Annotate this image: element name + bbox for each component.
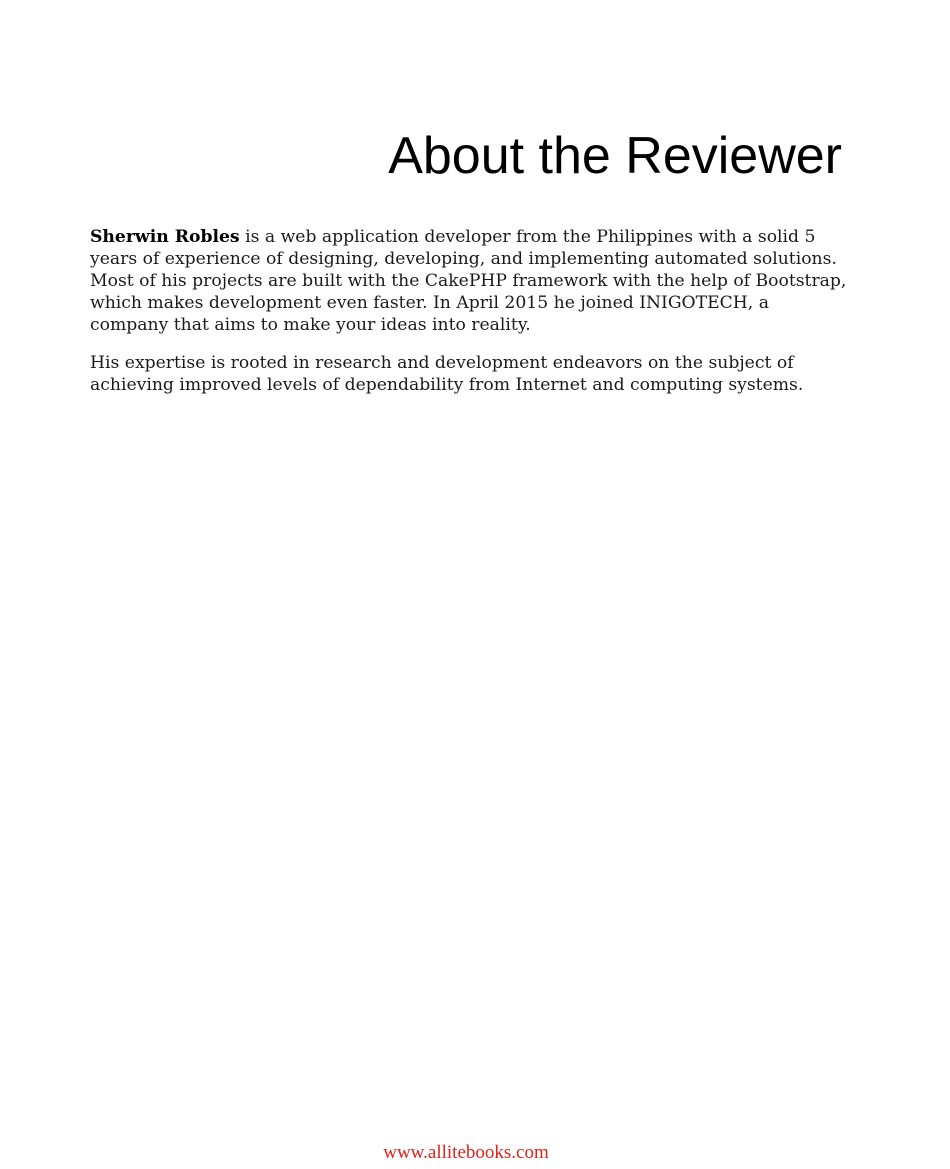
footer-website-link[interactable]: www.allitebooks.com (383, 1142, 549, 1163)
paragraph-expertise: His expertise is rooted in research and development endeavors on the subject of achieving improved levels of dependability from Internet and computing systems. (90, 353, 804, 395)
reviewer-bio-text: is a web application developer from the Philippines with a solid 5 years of experience of designing, developing, and implementing automated solutions. Most of his projects are built with the CakePHP framework with the help of Bootstrap, which makes development even faster. In April 2015 he joined INIGOTECH, a company that aims to make your ideas into reality. (90, 227, 847, 335)
body-text (90, 226, 850, 412)
reviewer-name: Sherwin Robles (90, 227, 240, 247)
page-title: About the Reviewer (388, 127, 842, 185)
paragraph-reviewer-bio (90, 226, 850, 336)
